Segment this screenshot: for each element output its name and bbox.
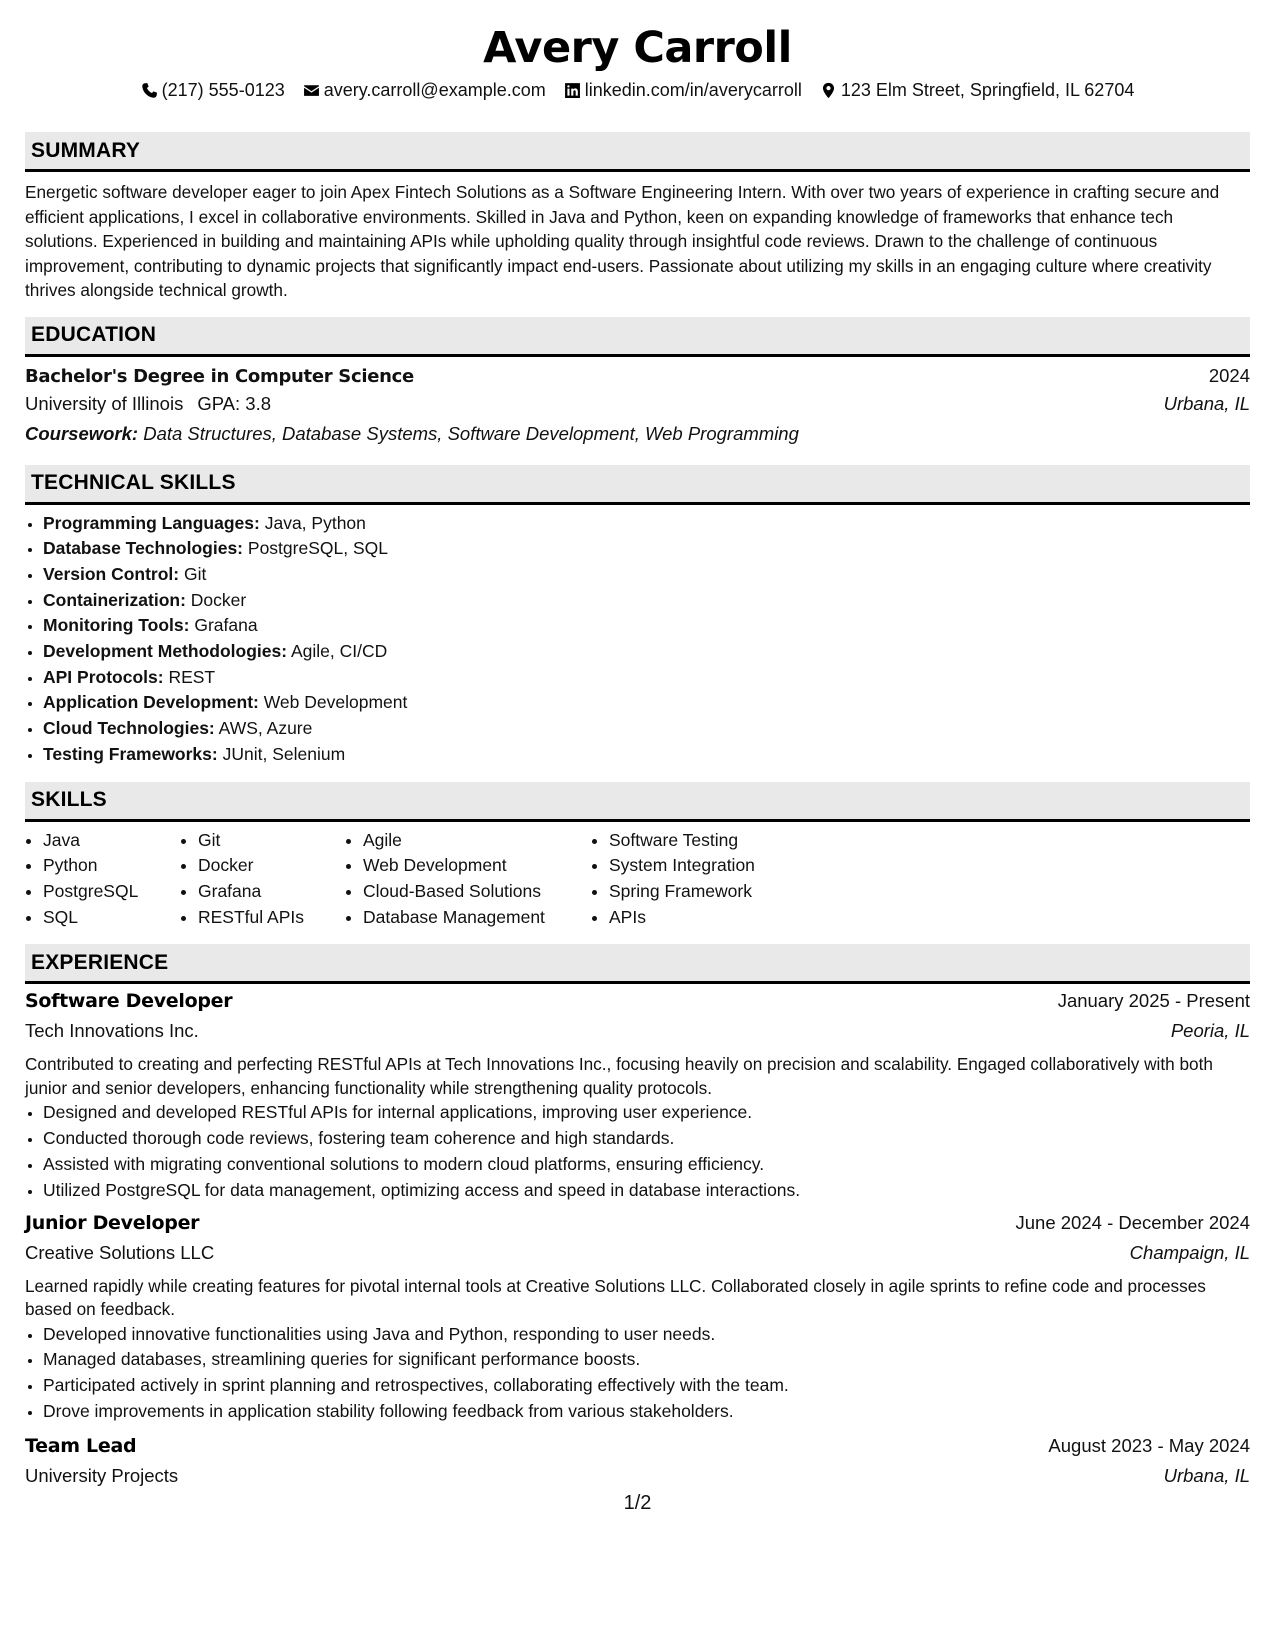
list-item: • Grafana	[198, 879, 345, 905]
candidate-name: Avery Carroll	[483, 23, 792, 73]
job-description: Contributed to creating and perfecting RESTful APIs at Tech Innovations Inc., focusing heavily on precision and scalability. Engaged collaboratively with both junior and senior developers, enhancing functionality while strengthening quality protocols.	[25, 1054, 1213, 1098]
job-bullets	[25, 1100, 1250, 1203]
technical-skills-section	[25, 465, 1250, 768]
gpa: GPA: 3.8	[197, 392, 272, 414]
section-heading: SUMMARY	[25, 132, 1250, 172]
experience-section	[25, 944, 1250, 1494]
skill-value: Docker	[190, 589, 247, 610]
resume-page	[25, 22, 1250, 1495]
list-item	[43, 742, 1250, 768]
degree-title: Bachelor's Degree in Computer Science	[25, 365, 414, 387]
job-location: Urbana, IL	[1163, 1464, 1250, 1486]
list-item: • APIs	[609, 905, 809, 931]
summary-text: Energetic software developer eager to join Apex Fintech Solutions as a Software Engineering Intern. With over two years of experience in crafting secure and efficient applications, I excel in collaborative environments. Skilled in Java and Python, keen on expanding knowledge of frameworks that enhance tech solutions. Experienced in building and maintaining APIs while upholding quality through insightful code reviews. Drawn to the challenge of continuous improvement, contributing to dynamic projects that significantly impact end-users. Passionate about utilizing my skills in an engaging culture where creativity thrives alongside technical growth.	[25, 182, 1220, 300]
job-title: Team Lead	[25, 1434, 137, 1457]
address-text: 123 Elm Street, Springfield, IL 62704	[840, 80, 1135, 100]
contact-bar	[25, 78, 1250, 102]
list-item: • RESTful APIs	[198, 905, 345, 931]
skill-label: Version Control:	[43, 563, 180, 584]
linkedin-icon	[564, 82, 581, 99]
contact-address	[820, 78, 1135, 102]
list-item	[43, 665, 1250, 691]
section-heading: TECHNICAL SKILLS	[25, 465, 1250, 505]
list-item: • Git	[198, 828, 345, 854]
skill-value: Java, Python	[264, 512, 366, 533]
list-item: • Agile	[363, 828, 591, 854]
job-company: Tech Innovations Inc.	[25, 1020, 199, 1042]
list-item: • SQL	[43, 905, 180, 931]
list-item: • Web Development	[363, 853, 591, 879]
job-bullets	[25, 1322, 1250, 1425]
job-company: Creative Solutions LLC	[25, 1241, 215, 1263]
list-item	[43, 639, 1250, 665]
job-entry	[25, 1435, 1250, 1495]
skill-label: Database Technologies:	[43, 538, 244, 559]
skill-value: PostgreSQL, SQL	[247, 538, 388, 559]
list-item: • Conducted thorough code reviews, fostering team coherence and high standards.	[43, 1126, 1250, 1152]
contact-linkedin[interactable]	[564, 78, 802, 102]
skill-label: API Protocols:	[43, 666, 164, 687]
phone-text: (217) 555-0123	[161, 80, 285, 100]
list-item	[43, 716, 1250, 742]
skill-value: Agile, CI/CD	[290, 641, 388, 662]
job-company-row	[25, 1242, 1250, 1272]
list-item: • Cloud-Based Solutions	[363, 879, 591, 905]
skill-value: Grafana	[194, 615, 258, 636]
skills-column	[25, 828, 180, 931]
list-item: • Spring Framework	[609, 879, 809, 905]
list-item: • Designed and developed RESTful APIs for internal applications, improving user experience.	[43, 1100, 1250, 1126]
school-name: University of Illinois	[25, 392, 184, 414]
list-item: • Python	[43, 853, 180, 879]
list-item: • Drove improvements in application stability following feedback from various stakeholders.	[43, 1399, 1250, 1425]
job-dates: January 2025 - Present	[1057, 990, 1250, 1012]
list-item	[43, 562, 1250, 588]
list-item: • PostgreSQL	[43, 879, 180, 905]
list-item	[43, 690, 1250, 716]
list-item: • Developed innovative functionalities using Java and Python, responding to user needs.	[43, 1322, 1250, 1348]
job-dates: August 2023 - May 2024	[1048, 1434, 1250, 1456]
section-heading: EXPERIENCE	[25, 944, 1250, 984]
list-item: • Managed databases, streamlining queries for significant performance boosts.	[43, 1347, 1250, 1373]
map-pin-icon	[820, 82, 837, 99]
skills-section	[25, 782, 1250, 931]
coursework-label: Coursework:	[25, 422, 139, 444]
job-title: Software Developer	[25, 990, 233, 1013]
list-item	[43, 613, 1250, 639]
skill-value: REST	[168, 666, 216, 687]
graduation-year: 2024	[1208, 364, 1250, 386]
job-title: Junior Developer	[25, 1211, 200, 1234]
contact-phone	[141, 78, 285, 102]
job-description: Learned rapidly while creating features for pivotal internal tools at Creative Solutions LLC. Collaborated closely in agile sprints to refine code and processes based on feedback.	[25, 1275, 1206, 1320]
list-item: • Participated actively in sprint planning and retrospectives, collaborating effectively with the team.	[43, 1373, 1250, 1399]
list-item: • System Integration	[609, 853, 809, 879]
section-heading: SKILLS	[25, 782, 1250, 822]
skill-value: Git	[184, 563, 207, 584]
list-item: • Assisted with migrating conventional solutions to modern cloud platforms, ensuring efficiency.	[43, 1152, 1250, 1178]
job-location: Champaign, IL	[1129, 1241, 1250, 1263]
job-company: University Projects	[25, 1464, 179, 1486]
list-item: • Utilized PostgreSQL for data management, optimizing access and speed in database interactions.	[43, 1178, 1250, 1204]
skill-label: Application Development:	[43, 692, 259, 713]
job-entry	[25, 990, 1250, 1203]
school-line	[25, 393, 271, 415]
skills-column	[180, 828, 345, 931]
skill-value: JUnit, Selenium	[222, 743, 346, 764]
job-location: Peoria, IL	[1170, 1020, 1250, 1042]
skill-label: Programming Languages:	[43, 512, 260, 533]
email-text[interactable]: avery.carroll@example.com	[323, 80, 546, 100]
list-item: • Software Testing	[609, 828, 809, 854]
skill-label: Monitoring Tools:	[43, 615, 190, 636]
job-title-row	[25, 1212, 1250, 1242]
coursework-list: Data Structures, Database Systems, Software Development, Web Programming	[143, 422, 799, 444]
skills-column	[591, 828, 809, 931]
list-item: • Docker	[198, 853, 345, 879]
job-dates: June 2024 - December 2024	[1015, 1211, 1250, 1233]
list-item: • Database Management	[363, 905, 591, 931]
skill-label: Development Methodologies:	[43, 641, 288, 662]
coursework	[25, 423, 1250, 451]
phone-icon	[141, 82, 158, 99]
job-title-row	[25, 990, 1250, 1020]
linkedin-text[interactable]: linkedin.com/in/averycarroll	[584, 80, 802, 100]
skill-label: Containerization:	[43, 589, 186, 610]
school-location: Urbana, IL	[1163, 392, 1250, 414]
education-school-row	[25, 393, 1250, 423]
list-item	[43, 536, 1250, 562]
job-company-row	[25, 1020, 1250, 1050]
envelope-icon	[303, 82, 320, 99]
job-title-row	[25, 1435, 1250, 1465]
skill-value: Web Development	[263, 692, 408, 713]
summary-section	[25, 132, 1250, 303]
list-item	[43, 588, 1250, 614]
page-number: 1/2	[623, 1492, 652, 1514]
job-company-row	[25, 1465, 1250, 1495]
skill-value: AWS, Azure	[218, 718, 313, 739]
education-section	[25, 317, 1250, 451]
skills-column	[345, 828, 591, 931]
job-entry	[25, 1212, 1250, 1425]
list-item: • Java	[43, 828, 180, 854]
list-item	[43, 511, 1250, 537]
skills-columns	[25, 828, 1250, 931]
education-row	[25, 365, 1250, 393]
section-heading: EDUCATION	[25, 317, 1250, 357]
skill-label: Cloud Technologies:	[43, 718, 215, 739]
skill-label: Testing Frameworks:	[43, 743, 218, 764]
technical-skills-list	[25, 511, 1250, 768]
contact-email[interactable]	[303, 78, 546, 102]
